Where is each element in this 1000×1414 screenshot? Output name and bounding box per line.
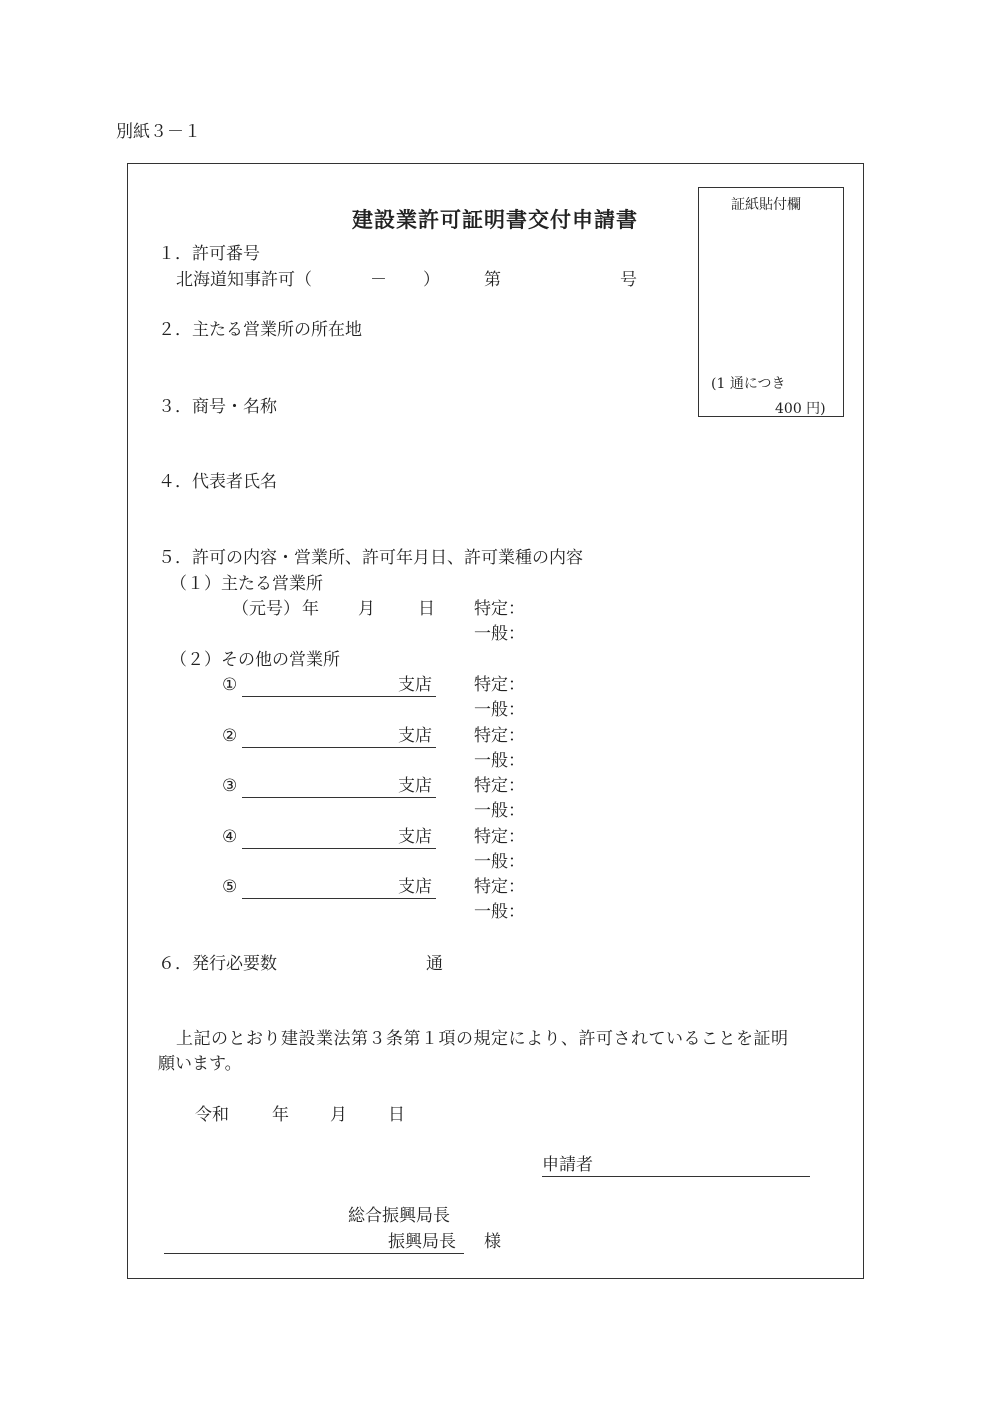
addressee-line1: 総合振興局長 — [348, 1206, 450, 1226]
trade-name-field[interactable] — [196, 422, 796, 462]
section6-heading: ６．発行必要数 — [158, 954, 277, 974]
branch-ippan-label: 一般： — [474, 852, 525, 872]
permit-dai: 第 — [484, 270, 501, 290]
statement-line2: 願います。 — [158, 1054, 242, 1074]
permit-dash: － — [370, 270, 387, 290]
branch-number: ③ — [222, 776, 238, 796]
main-office-address-field[interactable] — [196, 345, 676, 385]
branch-ippan-field[interactable] — [530, 700, 830, 720]
year-label: 年 — [302, 599, 319, 619]
branch-underline — [242, 747, 436, 748]
branch-ippan-label: 一般： — [474, 700, 525, 720]
copies-unit: 通 — [426, 954, 443, 974]
permit-prefix: 北海道知事許可（ — [176, 270, 312, 290]
branch-number: ⑤ — [222, 877, 238, 897]
branch-underline — [242, 696, 436, 697]
permit-number-field[interactable] — [508, 270, 618, 290]
applicant-label: 申請者 — [542, 1155, 593, 1175]
branch-ippan-field[interactable] — [530, 801, 830, 821]
addressee-line2: 振興局長 — [388, 1232, 456, 1252]
branch-name-field[interactable] — [244, 825, 394, 847]
branch-ippan-label: 一般： — [474, 902, 525, 922]
section3-heading: ３．商号・名称 — [158, 397, 277, 417]
applicant-underline — [542, 1176, 810, 1177]
branch-underline — [242, 848, 436, 849]
document-title: 建設業許可証明書交付申請書 — [352, 208, 638, 232]
day-label: 日 — [418, 599, 435, 619]
other-offices-subheading: （２）その他の営業所 — [170, 650, 340, 670]
branch-suffix: 支店 — [398, 827, 432, 847]
branch-underline — [242, 797, 436, 798]
main-tokutei-label: 特定： — [474, 599, 525, 619]
branch-suffix: 支店 — [398, 776, 432, 796]
branch-tokutei-label: 特定： — [474, 877, 525, 897]
section2-heading: ２．主たる営業所の所在地 — [158, 320, 362, 340]
branch-ippan-label: 一般： — [474, 751, 525, 771]
branch-tokutei-label: 特定： — [474, 726, 525, 746]
branch-name-field[interactable] — [244, 724, 394, 746]
branch-tokutei-field[interactable] — [530, 827, 830, 847]
branch-ippan-field[interactable] — [530, 852, 830, 872]
permit-year-field[interactable] — [392, 270, 422, 290]
main-ippan-field[interactable] — [530, 624, 830, 644]
branch-tokutei-label: 特定： — [474, 827, 525, 847]
addressee-honorific: 様 — [484, 1232, 501, 1252]
section1-heading: １．許可番号 — [158, 244, 260, 264]
branch-tokutei-field[interactable] — [530, 877, 830, 897]
branch-ippan-field[interactable] — [530, 902, 830, 922]
stamp-box-label: 証紙貼付欄 — [731, 197, 801, 213]
branch-ippan-label: 一般： — [474, 801, 525, 821]
era-label: （元号） — [232, 599, 300, 619]
copies-count-field[interactable] — [330, 954, 420, 974]
attachment-label: 別紙３－１ — [116, 122, 201, 142]
branch-number: ① — [222, 675, 238, 695]
branch-suffix: 支店 — [398, 877, 432, 897]
addressee-underline — [164, 1253, 464, 1254]
permit-category-field[interactable] — [316, 270, 356, 290]
branch-tokutei-field[interactable] — [530, 675, 830, 695]
section5-heading: ５．許可の内容・営業所、許可年月日、許可業種の内容 — [158, 548, 583, 568]
stamp-fee-note-line2: 400 円) — [775, 401, 826, 417]
branch-number: ④ — [222, 827, 238, 847]
branch-tokutei-field[interactable] — [530, 726, 830, 746]
branch-ippan-field[interactable] — [530, 751, 830, 771]
applicant-field[interactable] — [600, 1152, 808, 1174]
branch-name-field[interactable] — [244, 673, 394, 695]
permit-go: 号 — [620, 270, 637, 290]
statement-line1: 上記のとおり建設業法第３条第１項の規定により、許可されていることを証明 — [176, 1029, 789, 1049]
branch-tokutei-label: 特定： — [474, 776, 525, 796]
branch-tokutei-label: 特定： — [474, 675, 525, 695]
permit-close-paren: ） — [423, 270, 440, 290]
bureau-name-field[interactable] — [164, 1230, 384, 1252]
date-month: 月 — [330, 1105, 347, 1125]
section4-heading: ４．代表者氏名 — [158, 472, 277, 492]
date-day: 日 — [388, 1105, 405, 1125]
branch-suffix: 支店 — [398, 675, 432, 695]
branch-suffix: 支店 — [398, 726, 432, 746]
month-label: 月 — [358, 599, 375, 619]
main-tokutei-field[interactable] — [530, 599, 830, 619]
main-ippan-label: 一般： — [474, 624, 525, 644]
branch-tokutei-field[interactable] — [530, 776, 830, 796]
branch-name-field[interactable] — [244, 875, 394, 897]
branch-number: ② — [222, 726, 238, 746]
branch-name-field[interactable] — [244, 774, 394, 796]
date-era: 令和 — [195, 1105, 229, 1125]
date-year: 年 — [272, 1105, 289, 1125]
stamp-fee-note-line1: (1 通につき — [711, 376, 786, 392]
main-office-subheading: （１）主たる営業所 — [170, 574, 323, 594]
representative-name-field[interactable] — [196, 497, 796, 537]
branch-underline — [242, 898, 436, 899]
